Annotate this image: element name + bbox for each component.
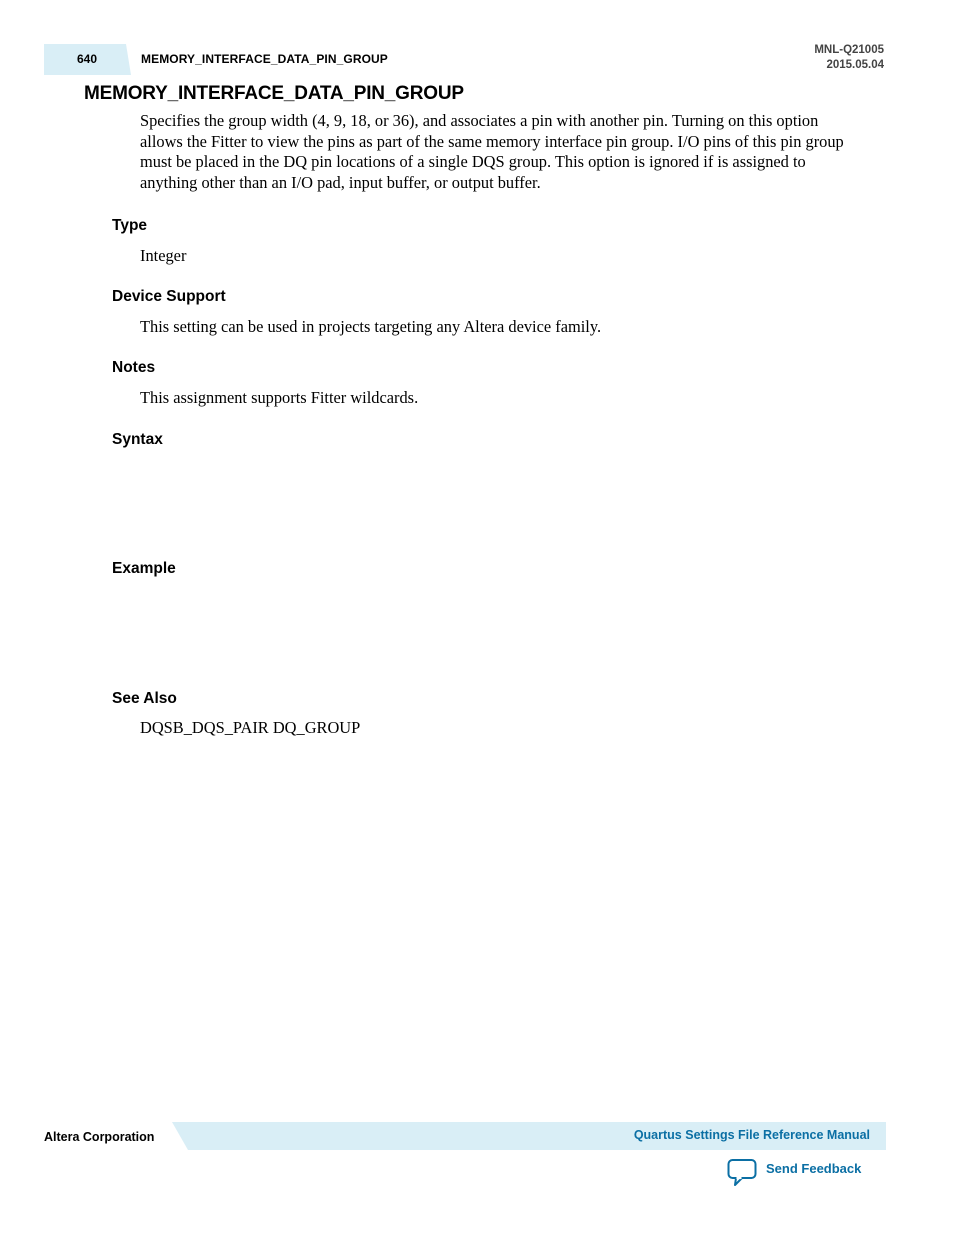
notes-text: This assignment supports Fitter wildcards. (140, 388, 419, 407)
type-value: Integer (140, 246, 187, 265)
notes-heading: Notes (112, 359, 156, 376)
manual-title: Quartus Settings File Reference Manual (633, 1128, 870, 1142)
speech-bubble-icon (727, 1158, 757, 1186)
see-also-heading: See Also (112, 690, 177, 707)
company-name: Altera Corporation (44, 1130, 155, 1144)
device-support-heading: Device Support (112, 288, 226, 305)
document-meta (814, 43, 884, 73)
type-heading: Type (112, 217, 148, 234)
page-title: MEMORY_INTERFACE_DATA_PIN_GROUP (84, 83, 464, 104)
page-number: 640 (76, 52, 98, 66)
running-title: MEMORY_INTERFACE_DATA_PIN_GROUP (141, 52, 388, 66)
see-also-links[interactable]: DQSB_DQS_PAIR DQ_GROUP (140, 718, 361, 737)
device-support-text: This setting can be used in projects targeting any Altera device family. (140, 317, 602, 336)
document-id: MNL-Q21005 (814, 44, 884, 56)
document-date: 2015.05.04 (826, 59, 884, 71)
example-heading: Example (112, 560, 176, 577)
send-feedback-link[interactable] (727, 1158, 861, 1188)
description-paragraph: Specifies the group width (4, 9, 18, or 36), and associates a pin with another pin. Turning on this option allows the Fitter to view the pins as part of the same memory interface pin group. I/O pins of this pin group must be placed in the DQ pin locations of a single DQS group. This option is ignored if is assigned to anything other than an I/O pad, input buffer, or output buffer. (140, 111, 844, 193)
send-feedback-label: Send Feedback (766, 1161, 862, 1176)
syntax-heading: Syntax (112, 431, 163, 448)
